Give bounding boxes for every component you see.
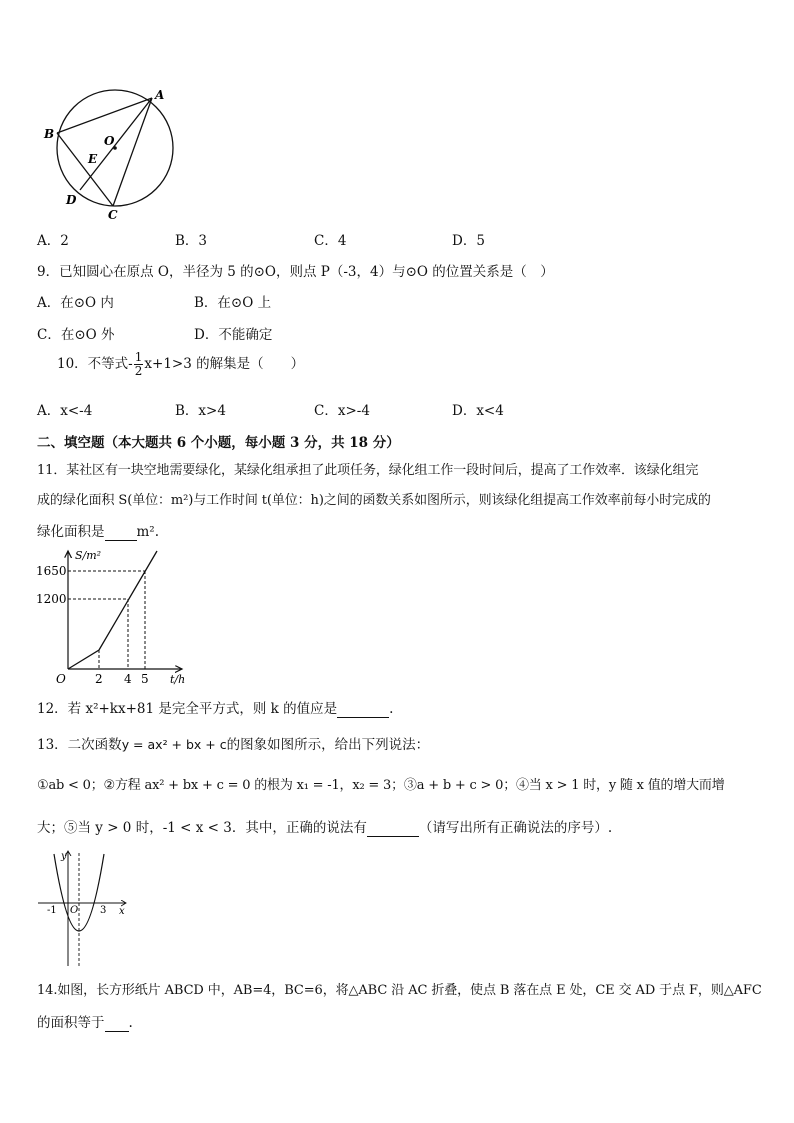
q10-frac-num: 1 xyxy=(134,350,143,364)
label-D: D xyxy=(66,193,77,207)
q11-line3 xyxy=(37,520,159,541)
q10-option-a[interactable]: A．x<-4 xyxy=(37,403,93,419)
q9-option-a[interactable]: A．在⊙O 内 xyxy=(37,295,114,311)
q10-option-c[interactable]: C．x>-4 xyxy=(314,403,370,419)
q12-post: . xyxy=(389,701,394,717)
q11-graph xyxy=(30,545,190,687)
q13-graph xyxy=(36,848,136,968)
q13-stem-pre: 13．二次函数 xyxy=(37,737,122,753)
q11-xtick-2: 2 xyxy=(95,672,103,686)
q8-option-b[interactable]: B．3 xyxy=(175,233,208,249)
q10-frac-den: 2 xyxy=(134,364,143,378)
q13-line2 xyxy=(37,774,725,793)
label-E: E xyxy=(88,152,98,166)
q9-option-b[interactable]: B．在⊙O 上 xyxy=(194,295,272,311)
q13-line3 xyxy=(37,816,612,837)
q11-xtick-4: 4 xyxy=(124,672,132,686)
q13-formula: y = ax² + bx + c xyxy=(121,737,227,752)
label-O: O xyxy=(104,134,115,148)
q8-option-c[interactable]: C．4 xyxy=(314,233,347,249)
q9-option-c[interactable]: C．在⊙O 外 xyxy=(37,327,115,343)
label-C: C xyxy=(108,208,118,221)
section-title: 二、填空题（本大题共 6 个小题，每小题 3 分，共 18 分） xyxy=(37,435,400,451)
q13-stem xyxy=(37,733,429,753)
q10-option-d[interactable]: D．x<4 xyxy=(452,403,504,419)
q13-answer-blank[interactable] xyxy=(367,820,419,837)
q13-origin: O xyxy=(70,905,79,916)
q11-line3-post: m². xyxy=(136,524,160,540)
q14-answer-blank[interactable] xyxy=(105,1015,129,1032)
q11-ytick-1650: 1650 xyxy=(36,564,67,578)
q14-line2 xyxy=(37,1011,133,1032)
q11-line2: 成的绿化面积 S(单位：m²)与工作时间 t(单位：h)之间的函数关系如图所示，则该绿化组提高工作效率前每小时完成的 xyxy=(37,493,711,508)
q8-option-d[interactable]: D．5 xyxy=(452,233,485,249)
q10-fraction xyxy=(134,351,144,378)
q9-option-d[interactable]: D．不能确定 xyxy=(194,327,273,343)
q11-ytick-1200: 1200 xyxy=(36,592,67,606)
q13-line3-pre: 大；⑤当 y > 0 时，-1 < x < 3．其中，正确的说法有 xyxy=(37,820,367,836)
q14-line2-pre: 的面积等于 xyxy=(37,1015,105,1031)
q10-stem xyxy=(57,351,304,378)
q11-answer-blank[interactable] xyxy=(105,524,137,541)
q12-stem xyxy=(37,697,393,718)
label-B: B xyxy=(44,127,55,141)
q14-line2-post: . xyxy=(128,1015,133,1031)
q11-xlabel: t/h xyxy=(170,673,186,686)
q9-stem: 9．已知圆心在原点 O，半径为 5 的⊙O，则点 P（-3，4）与⊙O 的位置关系是（ ） xyxy=(37,264,554,280)
q13-stem-post: 的图象如图所示，给出下列说法： xyxy=(226,737,430,753)
q13-ylabel: y xyxy=(61,851,67,862)
q11-ylabel: S/m² xyxy=(75,549,102,562)
label-A: A xyxy=(155,88,165,102)
q13-xlabel: x xyxy=(119,906,125,917)
q13-line2b: y 随 x 值的增大而增 xyxy=(608,778,725,793)
q12-answer-blank[interactable] xyxy=(337,701,389,718)
q11-xtick-5: 5 xyxy=(141,672,149,686)
q10-prefix: 10．不等式- xyxy=(57,356,133,372)
q8-option-a[interactable]: A．2 xyxy=(37,233,69,249)
q11-origin: O xyxy=(56,672,66,686)
circle-figure-q8 xyxy=(38,86,188,221)
q10-suffix: x+1>3 的解集是（ ） xyxy=(144,356,305,372)
q10-option-b[interactable]: B．x>4 xyxy=(175,403,226,419)
q14-line1: 14.如图，长方形纸片 ABCD 中，AB=4，BC=6，将△ABC 沿 AC 折叠，使点 B 落在点 E 处，CE 交 AD 于点 F，则△AFC xyxy=(37,983,762,998)
q13-line3-post: （请写出所有正确说法的序号）. xyxy=(418,820,613,836)
q13-tick-3: 3 xyxy=(100,905,107,916)
q11-line1: 11．某社区有一块空地需要绿化，某绿化组承担了此项任务，绿化组工作一段时间后，提高了工作效率．该绿化组完 xyxy=(37,463,699,478)
q13-line2a: ①ab < 0；②方程 ax² + bx + c = 0 的根为 x₁ = -1，x₂ = 3；③a + b + c > 0；④当 x > 1 时， xyxy=(37,778,609,793)
q12-pre: 12．若 x²+kx+81 是完全平方式，则 k 的值应是 xyxy=(37,701,338,717)
q11-line3-pre: 绿化面积是 xyxy=(37,524,105,540)
q13-tick-neg1: -1 xyxy=(47,905,57,916)
